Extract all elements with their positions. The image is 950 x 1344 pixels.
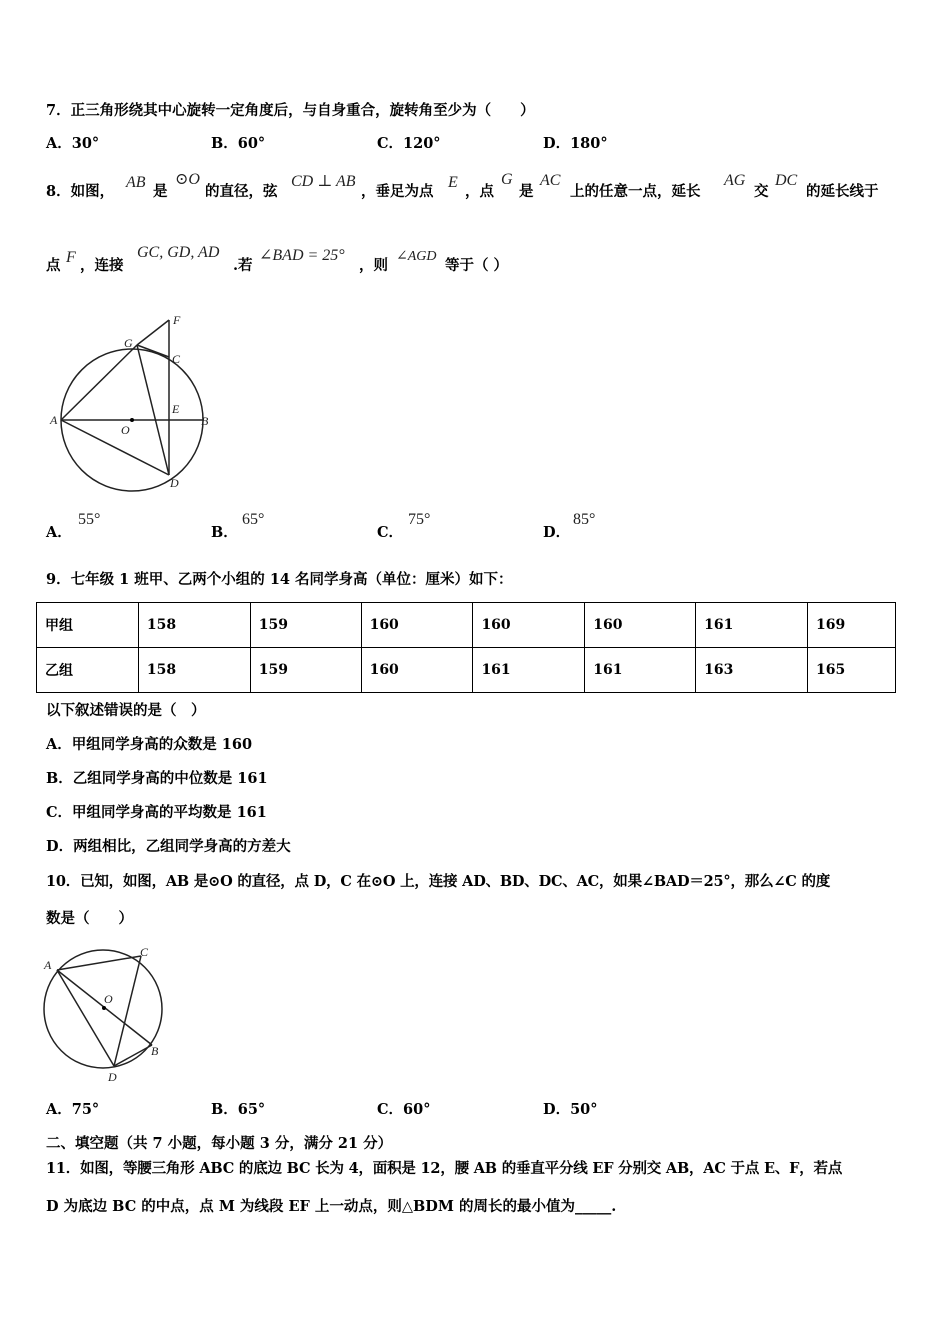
q10-stem-line2: 数是（ ） [46, 910, 133, 927]
q8-math-ac: AC [540, 172, 561, 189]
q10-label-d: D [108, 1070, 117, 1084]
table-cell: 161 [585, 648, 696, 693]
q8-text-arb: 上的任意一点，延长 [570, 183, 701, 200]
table-cell: 159 [250, 648, 361, 693]
q8-label-a: A [50, 413, 58, 427]
q8-label-c: C [172, 352, 181, 366]
q9-option-c: C．甲组同学身高的平均数是 161 [46, 804, 267, 821]
q8-segment-gf [137, 320, 169, 345]
q8-math-e: E [448, 174, 458, 191]
q8-label-b: B [201, 414, 209, 428]
q8-text-foot: ，垂足为点 [361, 183, 434, 200]
q8-math-g: G [501, 171, 513, 188]
q8-text-shi1: 是 [153, 183, 168, 200]
q8-circle-figure [48, 304, 218, 494]
q9-option-a: A．甲组同学身高的众数是 160 [46, 736, 253, 753]
q8-text-ext: 的延长线于 [806, 183, 879, 200]
q10-segment-cd [114, 956, 141, 1066]
q7-option-b: B．60° [211, 135, 266, 152]
q8-text-equal: 等于（ ） [445, 257, 509, 274]
q10-center-dot [102, 1006, 106, 1010]
q8-text-diam: 的直径，弦 [205, 183, 278, 200]
q8-math-segments: GC, GD, AD [137, 244, 220, 261]
q10-segment-bd [114, 1045, 152, 1066]
q8-math-dc: DC [775, 172, 798, 189]
table-row [37, 603, 896, 648]
q9-stem: 9．七年级 1 班甲、乙两个小组的 14 名同学身高（单位：厘米）如下： [46, 571, 513, 588]
q8-text-ruo: .若 [233, 257, 253, 274]
table-row [37, 648, 896, 693]
table-cell: 159 [250, 603, 361, 648]
q8-option-c-label: C． [377, 524, 404, 541]
q8-math-angle-bad: ∠BAD = 25° [259, 247, 345, 264]
table-cell: 158 [138, 648, 250, 693]
q8-label-e: E [172, 402, 180, 416]
q8-text-dian: 点 [46, 257, 61, 274]
q10-stem-line1: 10．已知，如图，AB 是⊙O 的直径，点 D，C 在⊙O 上，连接 AD、BD、DC、AC，如果∠BAD＝25°，那么∠C 的度 [46, 873, 831, 890]
q8-segment-gd [137, 345, 169, 475]
q8-segment-gc [137, 345, 169, 357]
q11-stem-line1: 11．如图，等腰三角形 ABC 的底边 BC 长为 4，面积是 12，腰 AB 的垂直平分线 EF 分别交 AB，AC 于点 E、F，若点 [46, 1160, 843, 1177]
q10-label-a: A [44, 958, 52, 972]
q10-circle-figure [40, 942, 172, 1087]
q8-text-connect: ，连接 [80, 257, 124, 274]
q8-text-jiao: 交 [754, 183, 769, 200]
q8-math-angle-agd: ∠AGD [396, 249, 437, 264]
q10-label-o: O [104, 992, 113, 1006]
q7-option-d: D．180° [543, 135, 608, 152]
q9-height-table [36, 602, 896, 693]
q10-option-d: D．50° [543, 1101, 598, 1118]
table-cell: 161 [696, 603, 808, 648]
q8-math-ag: AG [724, 172, 746, 189]
q9-row-header: 甲组 [37, 603, 139, 648]
q8-center-dot [130, 418, 134, 422]
q8-math-cd-perp-ab: CD ⊥ AB [291, 173, 356, 190]
section2-heading: 二、填空题（共 7 小题，每小题 3 分，满分 21 分） [46, 1135, 393, 1152]
q9-row-header: 乙组 [37, 648, 139, 693]
q8-option-d-value: 85° [573, 511, 596, 528]
q7-stem: 7．正三角形绕其中心旋转一定角度后，与自身重合，旋转角至少为（ ） [46, 102, 535, 119]
q10-option-a: A．75° [46, 1101, 100, 1118]
q9-question: 以下叙述错误的是（ ） [46, 702, 206, 719]
table-cell: 160 [361, 648, 473, 693]
q10-label-c: C [140, 945, 149, 959]
q10-label-b: B [151, 1044, 159, 1058]
table-cell: 169 [808, 603, 896, 648]
q10-segment-ad [57, 970, 114, 1066]
q8-prefix: 8．如图， [46, 183, 115, 200]
q8-option-a-label: A． [46, 524, 72, 541]
table-cell: 165 [808, 648, 896, 693]
q10-segment-ac [57, 956, 141, 970]
q8-label-g: G [124, 336, 133, 350]
q8-option-b-value: 65° [242, 511, 265, 528]
q8-option-a-value: 55° [78, 511, 101, 528]
q11-stem-line2: D 为底边 BC 的中点，点 M 为线段 EF 上一动点，则△BDM 的周长的最小值为_____. [46, 1198, 617, 1215]
q8-label-o: O [121, 423, 130, 437]
q8-segment-ad [61, 420, 169, 475]
q7-option-a: A．30° [46, 135, 100, 152]
table-cell: 158 [138, 603, 250, 648]
q8-label-f: F [173, 313, 181, 327]
q8-option-c-value: 75° [408, 511, 431, 528]
q10-option-b: B．65° [211, 1101, 266, 1118]
q8-option-d-label: D． [543, 524, 571, 541]
q9-option-d: D．两组相比，乙组同学身高的方差大 [46, 838, 291, 855]
table-cell: 161 [473, 648, 585, 693]
table-cell: 160 [585, 603, 696, 648]
q8-text-ze: ，则 [359, 257, 388, 274]
table-cell: 163 [696, 648, 808, 693]
q10-option-c: C．60° [377, 1101, 431, 1118]
q8-text-shi2: 是 [519, 183, 534, 200]
q9-option-b: B．乙组同学身高的中位数是 161 [46, 770, 268, 787]
q8-label-d: D [170, 476, 179, 490]
q8-text-point: ，点 [465, 183, 494, 200]
q7-option-c: C．120° [377, 135, 441, 152]
q8-option-b-label: B． [211, 524, 238, 541]
table-cell: 160 [361, 603, 473, 648]
q8-math-ab: AB [126, 174, 146, 191]
table-cell: 160 [473, 603, 585, 648]
q8-math-f: F [66, 249, 76, 266]
q8-math-circle-o: ⊙O [175, 171, 200, 188]
